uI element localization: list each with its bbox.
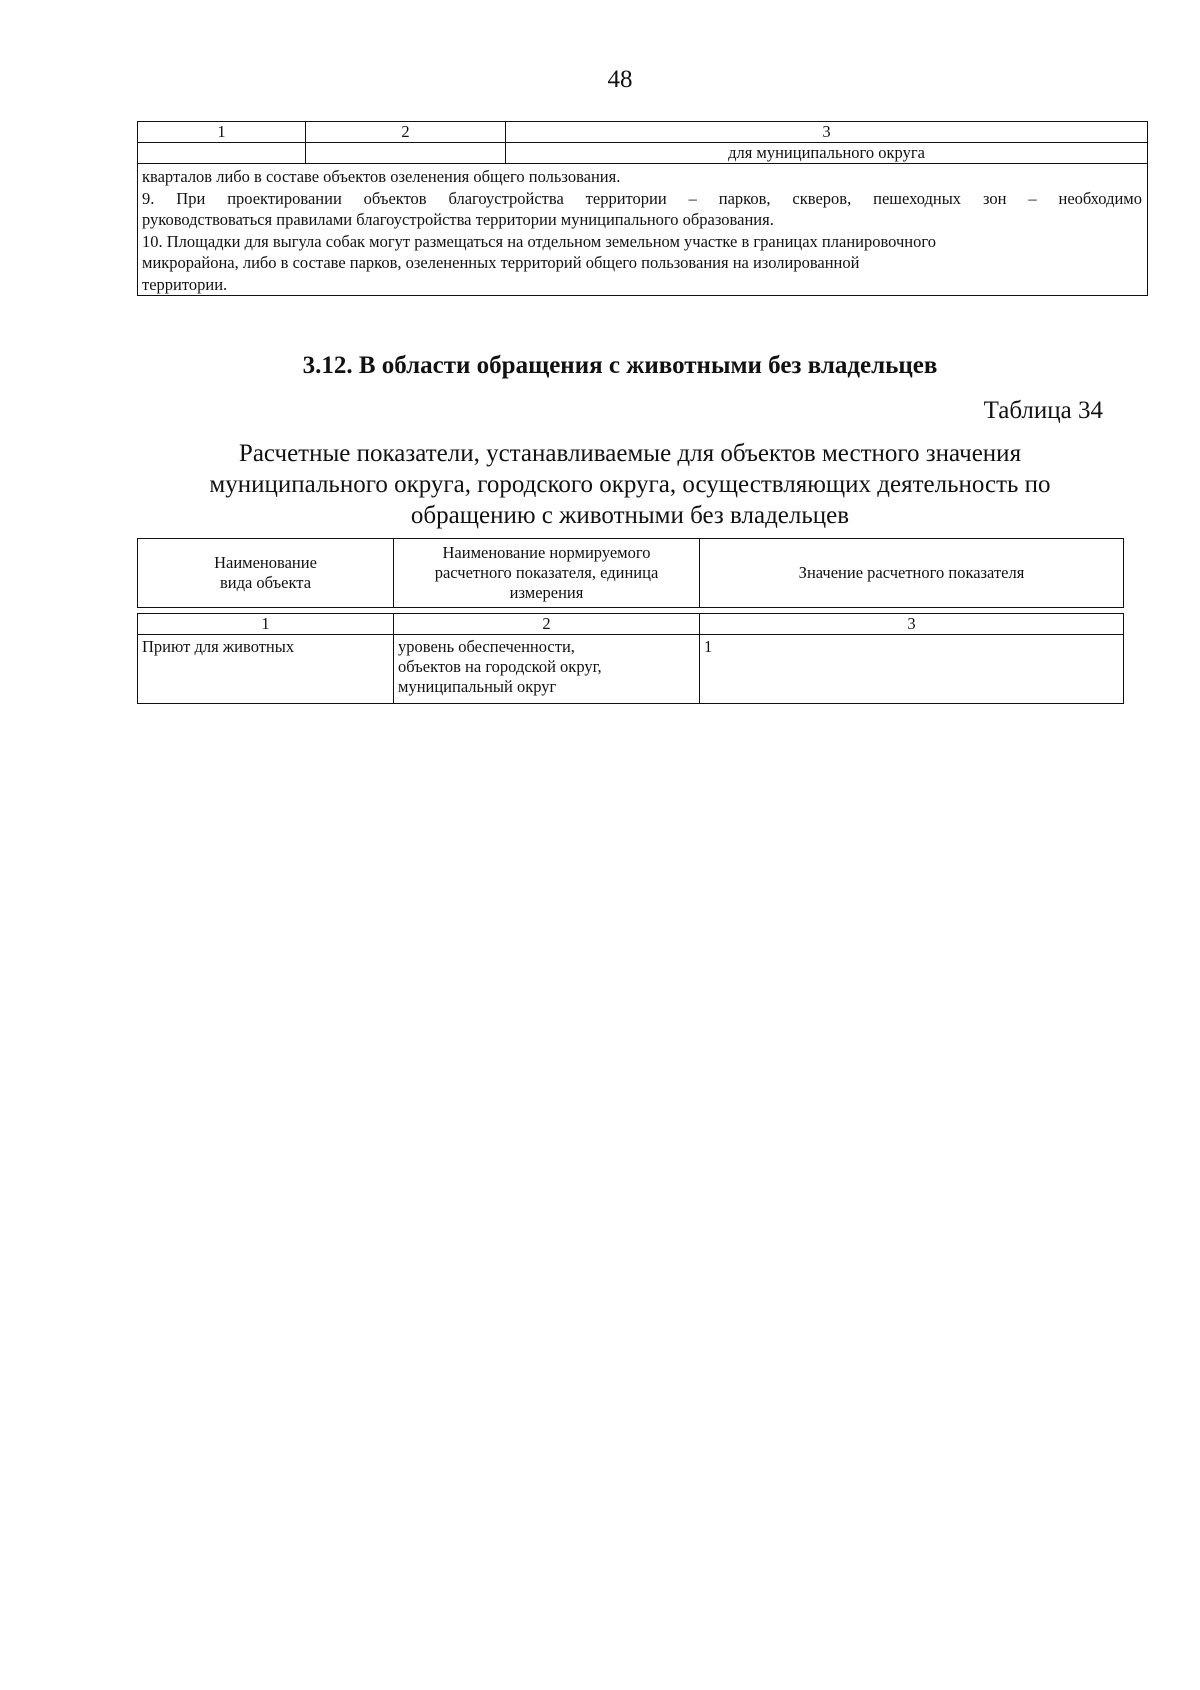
notes-row	[138, 164, 1148, 296]
column-number-3: 3	[506, 122, 1148, 143]
column-number-3: 3	[700, 614, 1124, 635]
caption-line: обращению с животными без владельцев	[410, 502, 850, 529]
caption-line: Расчетные показатели, устанавливаемые для объектов местного значения	[238, 440, 1022, 467]
column-number-row	[138, 122, 1148, 143]
table-row	[138, 143, 1148, 164]
note-line: 10. Площадки для выгула собак могут размещаться на отдельном земельном участке в границах планировочного	[142, 231, 936, 251]
note-line: микрорайона, либо в составе парков, озелененных территорий общего пользования на изолированной	[142, 253, 860, 272]
table-cell	[306, 143, 506, 164]
value-cell: 1	[700, 635, 1124, 704]
note-line: кварталов либо в составе объектов озеленения общего пользования.	[142, 167, 621, 186]
section-title: 3.12. В области обращения с животными без владельцев	[302, 352, 938, 379]
column-number-1: 1	[138, 614, 394, 635]
object-type-cell: Приют для животных	[138, 635, 394, 704]
table-cell: для муниципального округа	[506, 143, 1148, 164]
table-label: Таблица 34	[983, 397, 1103, 424]
caption-line: муниципального округа, городского округа, осуществляющих деятельность по	[209, 471, 1051, 498]
table-cell	[138, 143, 306, 164]
header-indicator	[394, 539, 700, 608]
column-number-2: 2	[394, 614, 700, 635]
header-line: Значение расчетного показателя	[798, 563, 1025, 582]
table-caption	[130, 438, 1130, 531]
header-line: вида объекта	[219, 573, 312, 592]
note-line: 9. При проектировании объектов благоустройства территории – парков, скверов, пешеходных зон – необходимо	[142, 188, 1142, 208]
column-number-1: 1	[138, 122, 306, 143]
header-row	[138, 539, 1124, 608]
note-line: руководствоваться правилами благоустройства территории муниципального образования.	[142, 210, 774, 229]
header-line: расчетного показателя, единица	[434, 563, 659, 582]
page-number: 48	[607, 66, 633, 93]
notes-cell	[138, 164, 1148, 296]
header-object-type	[138, 539, 394, 608]
header-line: Наименование нормируемого	[442, 543, 651, 562]
column-number-2: 2	[306, 122, 506, 143]
header-value	[700, 539, 1124, 608]
table34-body	[137, 613, 1124, 704]
header-line: измерения	[509, 583, 584, 602]
indicator-line: уровень обеспеченности,	[398, 637, 575, 656]
indicator-line: объектов на городской округ,	[398, 657, 602, 676]
indicator-cell	[394, 635, 700, 704]
indicator-line: муниципальный округ	[398, 677, 557, 696]
continuation-table	[137, 121, 1148, 296]
column-number-row	[138, 614, 1124, 635]
table34-header	[137, 538, 1124, 608]
header-line: Наименование	[214, 553, 317, 572]
table-row	[138, 635, 1124, 704]
note-line: территории.	[142, 274, 228, 294]
